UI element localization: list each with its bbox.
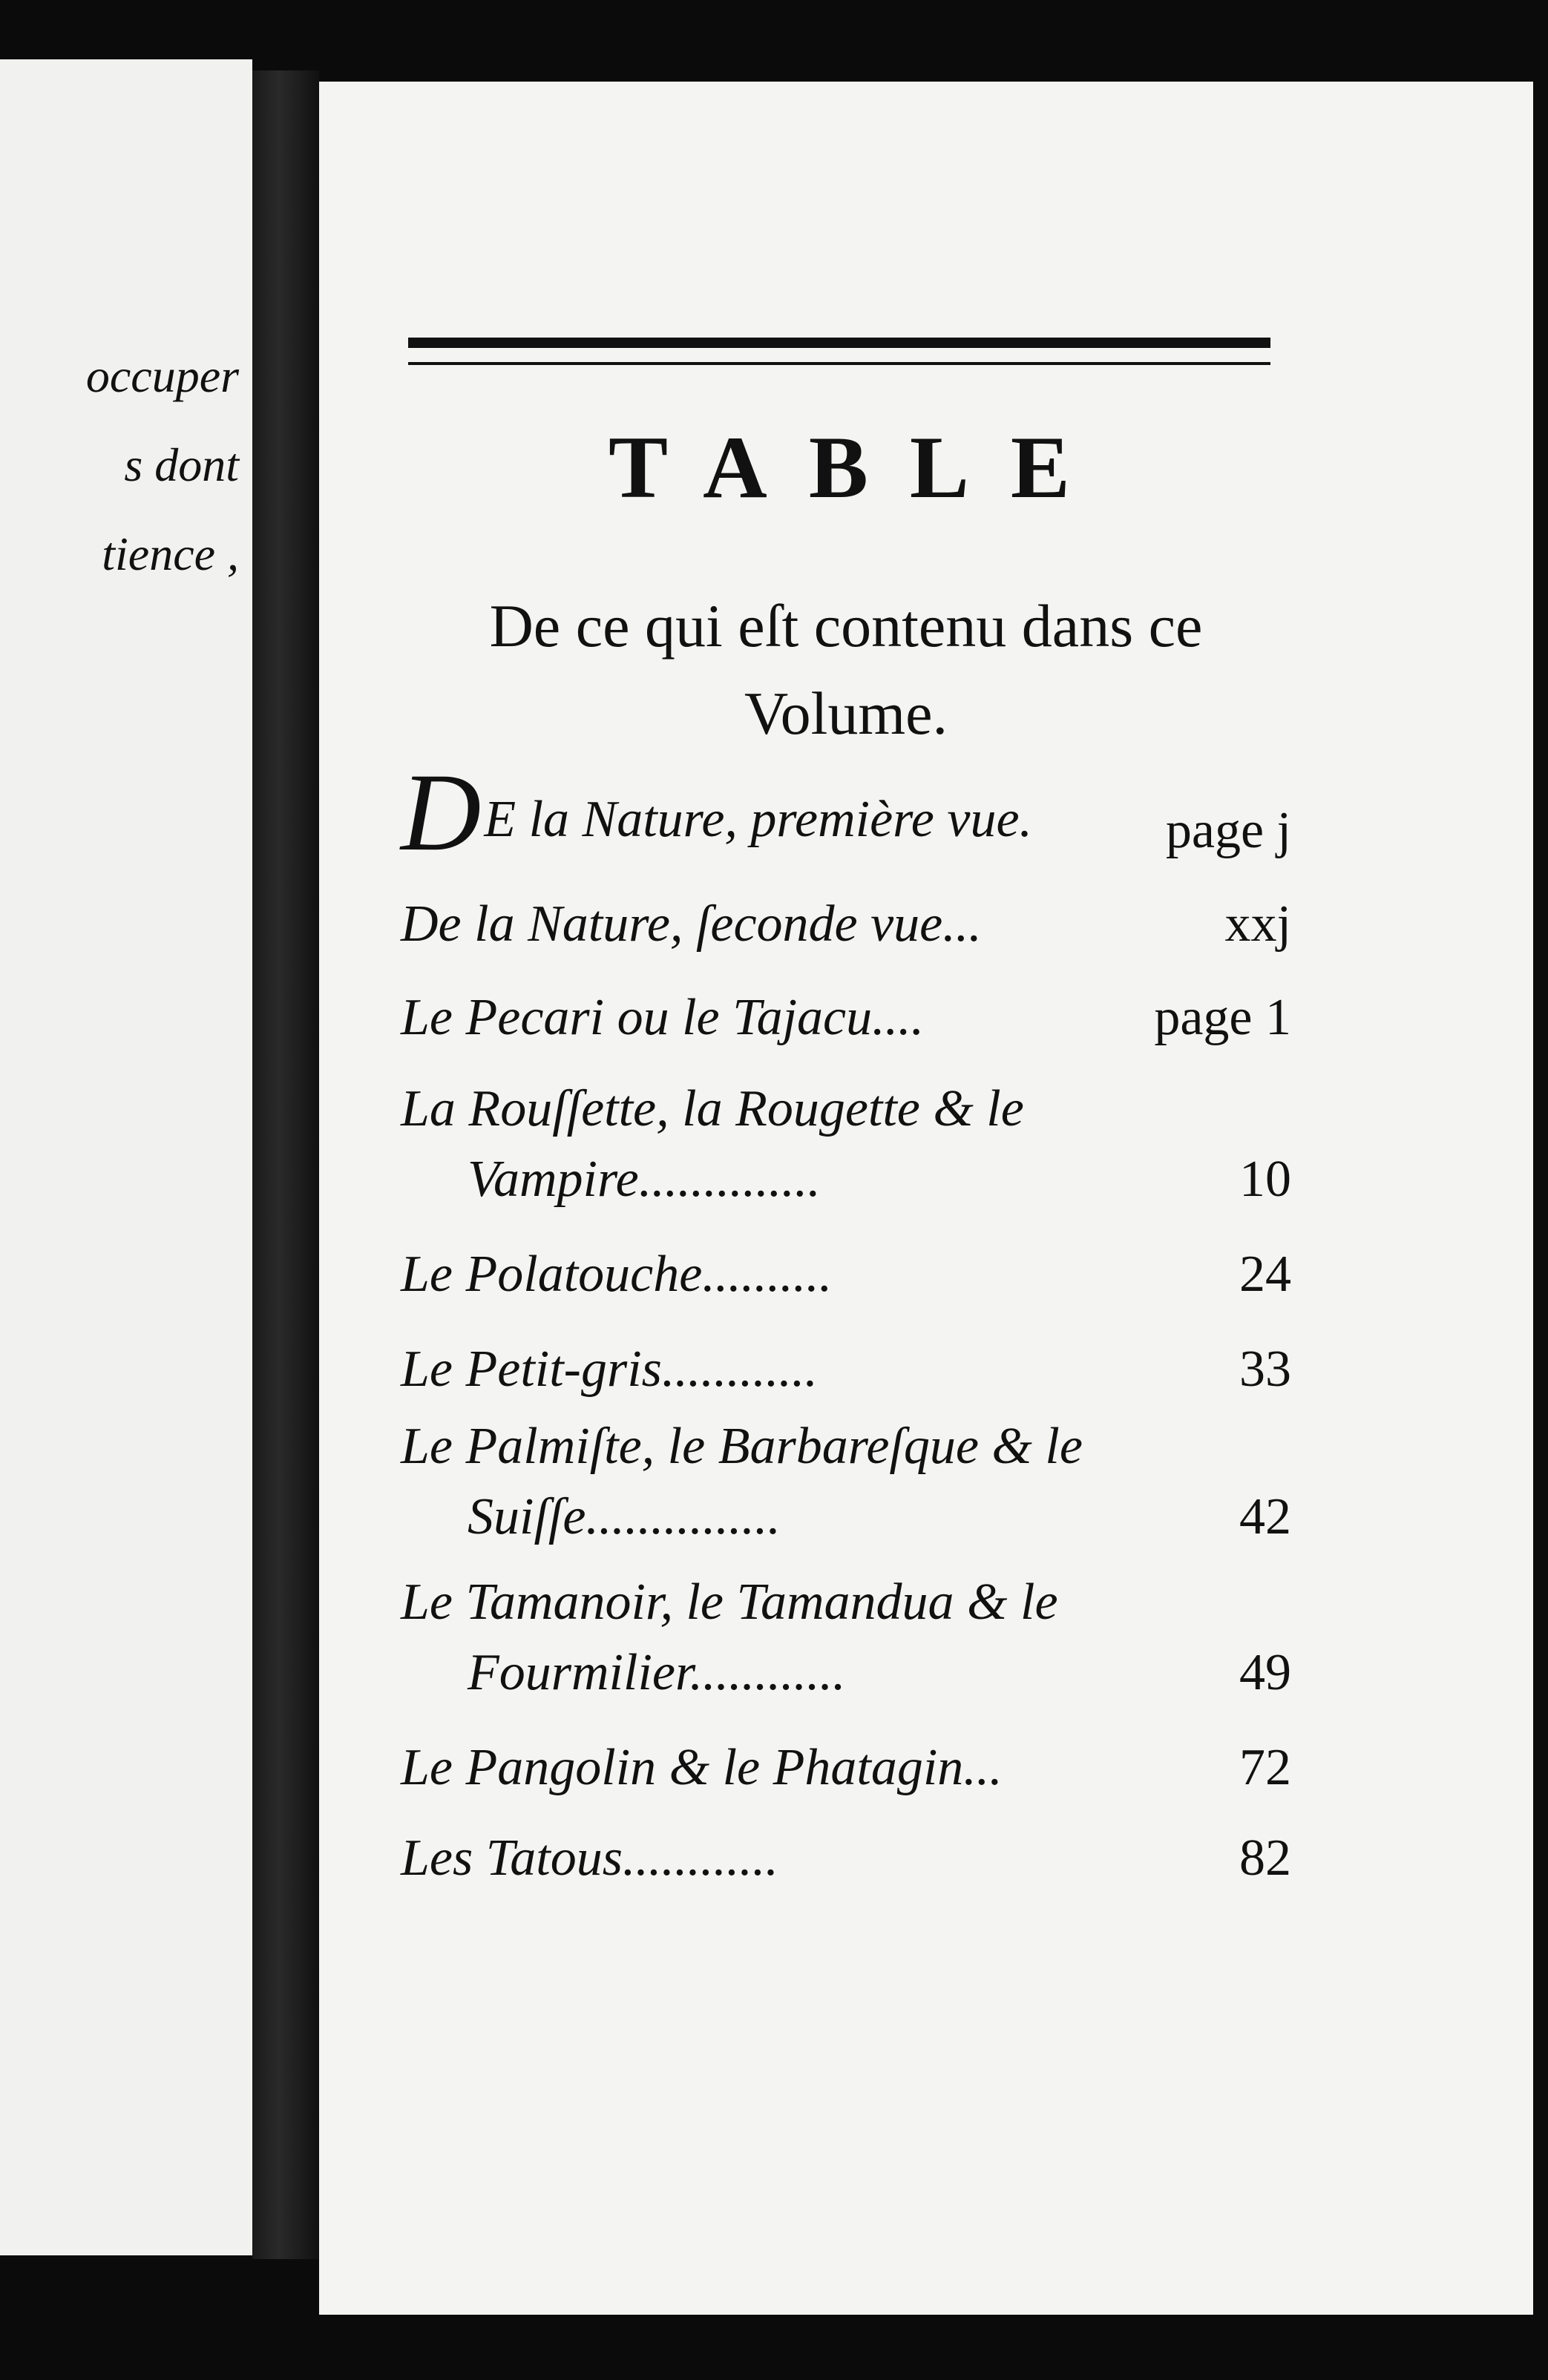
toc-entry-page: 24: [1239, 1246, 1291, 1303]
toc-entry: [401, 1219, 1291, 1301]
toc-entry-label: Vampire..............: [468, 1151, 821, 1208]
toc-entry: [401, 1462, 1291, 1543]
toc-entry-label: Le Petit-gris............: [401, 1341, 818, 1398]
toc-entry: [401, 1803, 1291, 1887]
toc-entry-label: Le Polatouche..........: [401, 1246, 833, 1303]
toc-entry: [401, 1712, 1291, 1794]
toc-entry-label: Fourmilier............: [468, 1644, 846, 1701]
toc-entry-page: 82: [1239, 1830, 1291, 1887]
toc-entry-label: Suiſſe...............: [468, 1488, 781, 1545]
toc-entry-label: Le Pecari ou le Tajacu....: [401, 989, 925, 1046]
toc-entry-label: [401, 751, 1033, 874]
toc-entry: [401, 751, 1291, 874]
toc-entry-label: Le Pangolin & le Phatagin...: [401, 1739, 1003, 1796]
page-subtitle: [401, 582, 1291, 757]
toc-entry-page: page j: [1165, 802, 1291, 859]
toc-entry: [401, 1053, 1291, 1135]
toc-entry: [401, 962, 1291, 1044]
toc-entry: [401, 1391, 1291, 1473]
left-page-line: occuper: [85, 349, 239, 402]
header-rule-thick: [408, 338, 1270, 348]
toc-entry: [401, 1314, 1291, 1396]
left-page: [0, 59, 252, 2255]
subtitle-line: De ce qui eſt contenu dans ce: [489, 592, 1203, 660]
toc-entry-label: Les Tatous............: [401, 1830, 778, 1887]
left-page-line: tience ,: [102, 527, 239, 580]
toc-entry-label: La Rouſſette, la Rougette & le: [401, 1080, 1024, 1137]
toc-entry-page: page 1: [1154, 989, 1291, 1046]
toc-entry-page: 49: [1239, 1644, 1291, 1701]
toc-entry: [401, 1617, 1291, 1699]
toc-entry-label: Le Tamanoir, le Tamandua & le: [401, 1574, 1058, 1631]
toc-entry-page: 33: [1239, 1341, 1291, 1398]
toc-entry-page: 42: [1239, 1488, 1291, 1545]
left-page-line: s dont: [124, 438, 239, 491]
header-rule-thin: [408, 362, 1270, 365]
toc-entry-text: E la Nature, première vue.: [484, 791, 1033, 848]
toc-entry: [401, 1547, 1291, 1631]
page-title: TABLE: [609, 418, 1112, 516]
toc-entry-label: Le Palmiſte, le Barbareſque & le: [401, 1418, 1083, 1475]
book-gutter: [252, 70, 319, 2259]
toc-entry-page: 10: [1239, 1151, 1291, 1208]
subtitle-line: Volume.: [744, 680, 948, 747]
toc-entry: [401, 869, 1291, 953]
drop-cap: D: [401, 751, 482, 874]
toc-entry: [401, 1124, 1291, 1206]
toc-entry-page: 72: [1239, 1739, 1291, 1796]
toc-entry-page: xxj: [1224, 895, 1291, 953]
toc-entry-label: De la Nature, ſeconde vue...: [401, 895, 982, 953]
